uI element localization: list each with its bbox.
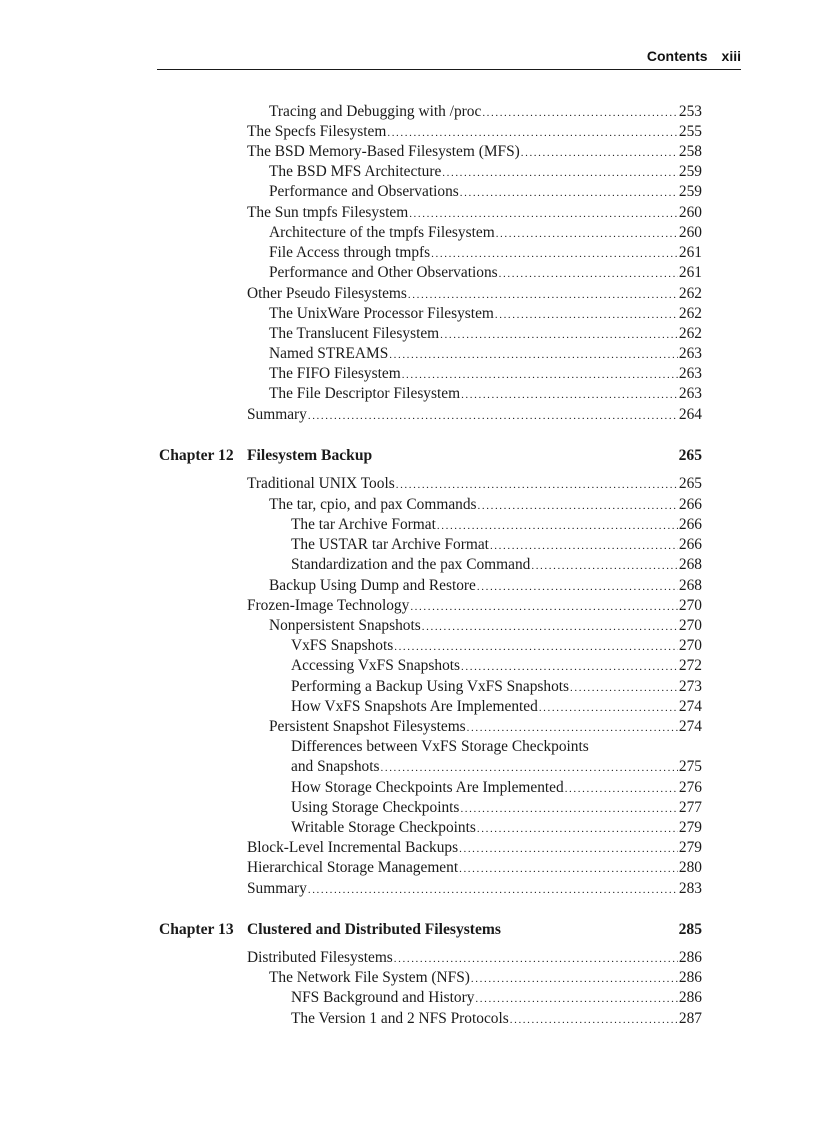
toc-entry-page: 263 [678,385,702,402]
leader-dots [381,758,678,778]
toc-entry [247,142,702,162]
toc-entry [247,474,702,494]
toc-entry [269,717,702,737]
toc-entry-page: 286 [678,989,702,1006]
toc-entry-title: Summary [247,880,307,897]
toc-entry-page: 270 [678,597,702,614]
toc-entry-page: 286 [678,949,702,966]
toc-entry-title: Nonpersistent Snapshots [269,617,421,634]
toc-entry-title: The tar Archive Format [291,516,436,533]
toc-entry [291,515,702,535]
leader-dots [431,244,678,264]
toc-entry [291,798,702,818]
leader-dots [437,516,678,536]
toc-entry-title: The BSD Memory-Based Filesystem (MFS) [247,143,520,160]
leader-dots [539,698,678,718]
toc-entry [247,405,702,425]
toc-entry-title: Performance and Observations [269,183,459,200]
toc-entry-title: Distributed Filesystems [247,949,393,966]
toc-entry-page: 274 [678,698,702,715]
toc-entry-page: 276 [678,779,702,796]
toc-entry-title: The FIFO Filesystem [269,365,401,382]
toc-entry-page: 279 [678,819,702,836]
leader-dots [531,556,678,576]
toc-entry-page: 253 [678,103,702,120]
leader-dots [459,839,678,859]
leader-dots [459,859,678,879]
leader-dots [510,1010,678,1030]
toc-entry-page: 272 [678,657,702,674]
leader-dots [478,496,678,516]
toc-entry-page: 279 [678,839,702,856]
toc-entry-page: 270 [678,637,702,654]
toc-entry-page: 265 [678,475,702,492]
leader-dots [387,123,678,143]
toc-entry-title: The USTAR tar Archive Format [291,536,489,553]
leader-dots [442,163,678,183]
leader-dots [410,597,678,617]
toc-entry-page: 287 [678,1010,702,1027]
toc-entry [247,203,702,223]
toc-entry [247,284,702,304]
toc-entry-page: 264 [678,406,702,423]
toc-entry-title: Backup Using Dump and Restore [269,577,476,594]
leader-dots [521,143,678,163]
running-head [620,48,741,64]
toc-entry-page: 262 [678,285,702,302]
toc-entry [269,324,702,344]
toc-entry [269,968,702,988]
toc-entry [269,576,702,596]
chapter-number: Chapter 12 [159,447,234,464]
toc-entry [269,263,702,283]
toc-entry-title: The Specfs Filesystem [247,123,387,140]
toc-entry [269,495,702,515]
toc-entry [269,223,702,243]
toc-entry-title: Block-Level Incremental Backups [247,839,459,856]
toc-entry-page: 266 [678,536,702,553]
leader-dots [461,657,678,677]
toc-entry [247,948,702,968]
leader-dots [440,325,678,345]
leader-dots [475,989,678,1009]
toc-entry-title: Architecture of the tmpfs Filesystem [269,224,495,241]
toc-entry-title: Tracing and Debugging with /proc [269,103,482,120]
chapter-title: Filesystem Backup [247,447,373,464]
toc-entry [291,737,702,757]
toc-entry-page: 286 [678,969,702,986]
leader-dots [461,385,678,405]
toc-entry [291,988,702,1008]
toc-entry-page: 274 [678,718,702,735]
leader-dots [496,224,678,244]
toc-entry [291,677,702,697]
toc-entry-page: 259 [678,183,702,200]
chapter-title: Clustered and Distributed Filesystems [247,921,501,938]
toc-entry [269,384,702,404]
leader-dots [570,678,678,698]
toc-entry-title: The Sun tmpfs Filesystem [247,204,409,221]
leader-dots [402,365,678,385]
toc-entry-title: How VxFS Snapshots Are Implemented [291,698,538,715]
toc-entry [269,616,702,636]
toc-entry [291,535,702,555]
toc-entry-page: 259 [678,163,702,180]
toc-entry-page: 260 [678,224,702,241]
leader-dots [460,183,678,203]
leader-dots [482,103,678,123]
toc-entry-title: Differences between VxFS Storage Checkpoints [291,738,589,755]
toc-entry-page: 268 [678,577,702,594]
toc-entry [291,555,702,575]
toc-entry-page: 262 [678,305,702,322]
toc-entry-page: 280 [678,859,702,876]
toc-entry-title: Frozen-Image Technology [247,597,410,614]
chapter-number: Chapter 13 [159,921,234,938]
leader-dots [460,799,677,819]
toc-entry-page: 266 [678,516,702,533]
leader-dots [408,285,678,305]
toc-entry-page: 255 [678,123,702,140]
toc-entry [291,656,702,676]
toc-entry-page: 260 [678,204,702,221]
toc-entry-page: 273 [678,678,702,695]
toc-entry [269,344,702,364]
leader-dots [308,880,678,900]
toc-entry-title: How Storage Checkpoints Are Implemented [291,779,564,796]
toc-entry-title: Hierarchical Storage Management [247,859,459,876]
toc-entry [247,838,702,858]
toc-entry [269,102,702,122]
toc-entry-page: 270 [678,617,702,634]
leader-dots [471,969,678,989]
toc-entry-title: Performing a Backup Using VxFS Snapshots [291,678,570,695]
toc-entry-title: The BSD MFS Architecture [269,163,442,180]
toc-entry [269,364,702,384]
leader-dots [565,779,678,799]
leader-dots [495,305,678,325]
running-head-page-number: xiii [721,48,741,64]
toc-entry-title: File Access through tmpfs [269,244,431,261]
chapter-page: 265 [678,447,702,464]
toc-entry [269,304,702,324]
toc-entry [247,879,702,899]
leader-dots [389,345,678,365]
leader-dots [394,637,678,657]
toc-entry-page: 266 [678,496,702,513]
toc-entry-title: Performance and Other Observations [269,264,498,281]
toc-entry-title: Standardization and the pax Command [291,556,531,573]
chapter-page: 285 [678,921,702,938]
toc-entry [247,858,702,878]
leader-dots [396,475,678,495]
toc-entry [247,596,702,616]
toc-entry [291,818,702,838]
toc-entry-title: The tar, cpio, and pax Commands [269,496,477,513]
toc-entry-title: Summary [247,406,307,423]
toc-entry-title: Other Pseudo Filesystems [247,285,407,302]
toc-entry-title: The Version 1 and 2 NFS Protocols [291,1010,509,1027]
toc-entry-page: 283 [678,880,702,897]
leader-dots [394,949,678,969]
toc-entry [291,636,702,656]
leader-dots [467,718,678,738]
toc-entry-title: Persistent Snapshot Filesystems [269,718,466,735]
toc-entry [291,1009,702,1029]
toc-entry [247,122,702,142]
toc-entry-title: Traditional UNIX Tools [247,475,395,492]
toc-entry-title: Accessing VxFS Snapshots [291,657,461,674]
toc-entry-page: 261 [678,244,702,261]
toc-entry [269,162,702,182]
leader-dots [490,536,678,556]
toc-entry-page: 263 [678,365,702,382]
leader-dots [308,406,678,426]
toc-entry-title: NFS Background and History [291,989,475,1006]
toc-entry-title: Using Storage Checkpoints [291,799,460,816]
leader-dots [477,577,678,597]
toc-entry-page: 275 [678,758,702,775]
toc-entry-title: The Translucent Filesystem [269,325,440,342]
toc-entry [269,182,702,202]
toc-entry [269,243,702,263]
toc-entry-page: 258 [678,143,702,160]
toc-entry [291,778,702,798]
leader-dots [499,264,678,284]
toc-entry-title: VxFS Snapshots [291,637,394,654]
toc-entry-title: and Snapshots [291,758,380,775]
toc-entry-page: 268 [678,556,702,573]
chapter-heading [159,919,702,941]
toc-entry-title: The UnixWare Processor Filesystem [269,305,494,322]
toc-entry-title: The Network File System (NFS) [269,969,470,986]
toc-entry-page: 277 [678,799,702,816]
toc-entry [291,697,702,717]
toc-entry-title: Named STREAMS [269,345,389,362]
toc-entry-page: 261 [678,264,702,281]
running-head-section: Contents [646,48,708,64]
header-rule [157,69,741,70]
toc-entry-title: The File Descriptor Filesystem [269,385,461,402]
toc-entry [291,757,702,777]
toc-entry-title: Writable Storage Checkpoints [291,819,476,836]
chapter-heading [159,445,702,467]
leader-dots [409,204,678,224]
leader-dots [477,819,678,839]
leader-dots [422,617,678,637]
toc-entry-page: 262 [678,325,702,342]
toc-entry-page: 263 [678,345,702,362]
